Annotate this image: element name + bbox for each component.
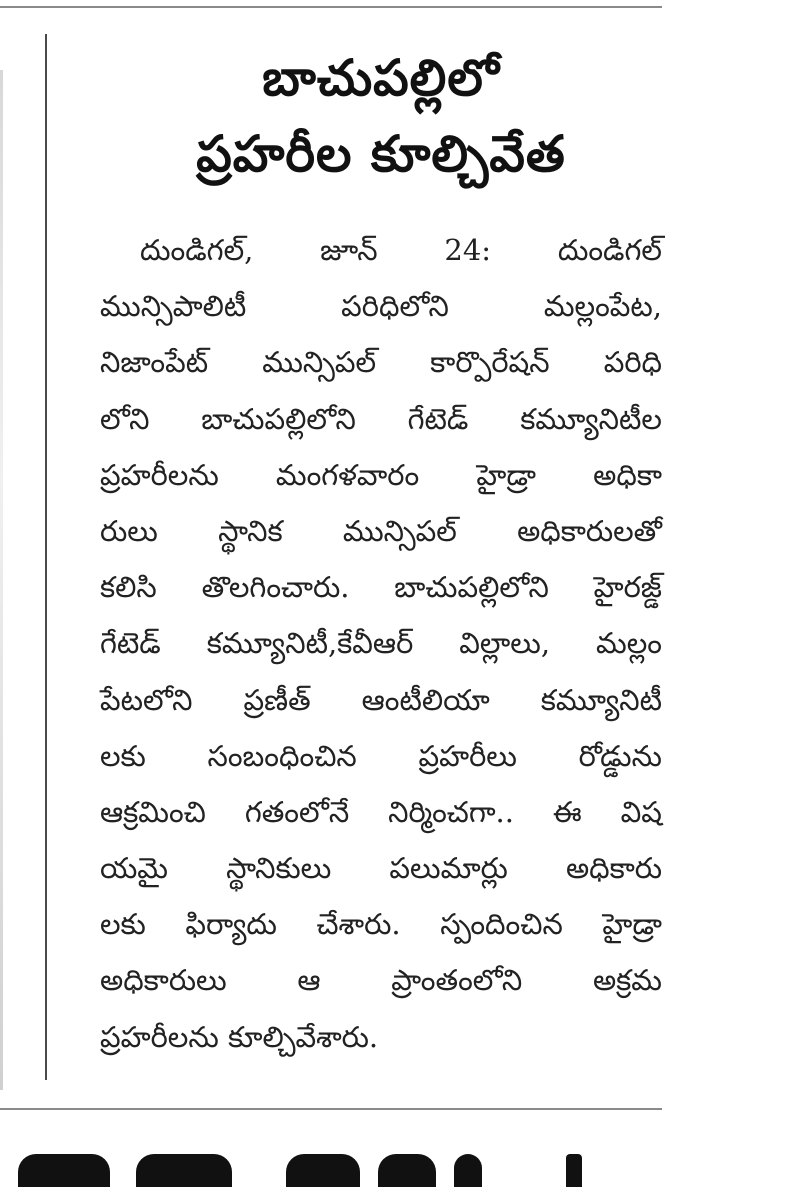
- body-word: నిజాంపేట్: [100, 345, 209, 380]
- body-word: చేశారు.: [316, 907, 401, 942]
- body-word: ప్రహరీలు: [418, 738, 517, 773]
- bottom-column-rule: [0, 1108, 662, 1110]
- body-word: అధికా: [593, 457, 662, 492]
- body-line: [100, 672, 662, 728]
- body-line: [100, 391, 662, 447]
- body-word: పేటలోని: [100, 682, 193, 717]
- body-word: మున్సిపాలిటీ: [100, 289, 247, 324]
- body-word: యమై: [100, 851, 168, 886]
- body-word: 24:: [444, 233, 492, 267]
- body-word: మున్సిపల్: [262, 345, 377, 380]
- body-word: అధికారులు: [100, 963, 227, 998]
- body-word: అధికారులతో: [517, 513, 662, 548]
- body-word: మల్లం: [596, 626, 662, 661]
- body-word: హైడ్రా: [602, 907, 662, 942]
- cropped-glyph: [18, 1154, 110, 1187]
- body-word: పరిధి: [603, 345, 662, 380]
- headline-line-2: ప్రహరీల కూల్చివేత: [196, 125, 566, 183]
- article-body: [100, 222, 662, 1065]
- body-word: కమ్యూనిటీల: [520, 401, 662, 436]
- body-word: బాచుపల్లిలోని: [201, 401, 356, 436]
- body-word: తొలగించారు.: [201, 570, 350, 605]
- body-word: అధికారు: [565, 851, 662, 886]
- column-divider: [45, 34, 47, 1080]
- body-line: [100, 728, 662, 784]
- body-word: నిర్మించగా..: [388, 794, 514, 829]
- body-line: [100, 278, 662, 334]
- body-word: రోడ్డును: [578, 738, 662, 773]
- body-word: మల్లంపేట,: [543, 289, 662, 324]
- body-word: ఫిర్యాదు: [185, 907, 277, 942]
- body-line: [100, 559, 662, 615]
- body-line: [100, 222, 662, 278]
- body-word: ఆక్రమించి: [100, 794, 206, 829]
- body-line-last: ప్రహరీలను కూల్చివేశారు.: [100, 1019, 379, 1054]
- cropped-glyph: [454, 1154, 482, 1187]
- next-article-headline-fragment: [18, 1148, 658, 1187]
- body-word: సంబంధించిన: [207, 738, 357, 773]
- body-word: ప్రణీత్: [243, 682, 311, 717]
- adjacent-column-edge: [0, 70, 3, 1090]
- body-word: దుండిగల్,: [140, 233, 254, 267]
- headline-line-1: బాచుపల్లిలో: [262, 49, 500, 107]
- body-word: పలుమార్లు: [389, 851, 508, 886]
- body-word: కమ్యూనిటీ,కేవీఆర్: [206, 626, 414, 661]
- body-line: [100, 447, 662, 503]
- body-line: [100, 952, 662, 1008]
- body-word: ఆంటీలియా: [361, 682, 490, 717]
- top-column-rule: [0, 6, 662, 8]
- body-word: కలిసి: [100, 570, 157, 605]
- body-line: [100, 503, 662, 559]
- body-word: కమ్యూనిటీ: [540, 682, 662, 717]
- body-word: మున్సిపల్: [342, 513, 457, 548]
- cropped-glyph: [566, 1154, 582, 1187]
- news-article: [100, 40, 662, 1065]
- body-word: పరిధిలోని: [341, 289, 449, 324]
- cropped-glyph: [136, 1154, 232, 1187]
- body-word: విల్లాలు,: [459, 626, 551, 661]
- body-word: గేటెడ్: [100, 626, 161, 661]
- body-word: రులు: [100, 513, 158, 548]
- body-word: లకు: [100, 907, 146, 942]
- headline: [100, 40, 662, 192]
- body-word: స్థానికులు: [226, 851, 332, 886]
- body-word: దుండిగల్: [557, 233, 662, 267]
- body-word: లకు: [100, 738, 146, 773]
- body-word: గేటెడ్: [407, 401, 469, 436]
- body-word: ఆ: [297, 963, 321, 998]
- body-word: స్థానిక: [218, 513, 283, 548]
- body-word: కార్పొరేషన్: [430, 345, 550, 380]
- body-word: గతంలోనే: [244, 794, 350, 829]
- body-word: ప్రాంతంలోని: [391, 963, 523, 998]
- body-word: విష: [620, 794, 662, 829]
- body-word: జూన్: [320, 233, 378, 267]
- body-word: ప్రహరీలను: [100, 457, 219, 492]
- body-line: [100, 615, 662, 671]
- body-line: [100, 896, 662, 952]
- body-line: [100, 784, 662, 840]
- body-word: స్పందించిన: [440, 907, 563, 942]
- body-word: మంగళవారం: [275, 457, 420, 492]
- body-word: లోని: [100, 401, 150, 436]
- body-word: ఈ: [552, 794, 582, 829]
- body-word: అక్రమ: [592, 963, 662, 998]
- cropped-glyph: [378, 1154, 436, 1187]
- body-word: హైరజ్డ్: [593, 570, 662, 605]
- body-word: బాచుపల్లిలోని: [394, 570, 549, 605]
- body-line: [100, 334, 662, 390]
- body-word: హైడ్రా: [476, 457, 536, 492]
- cropped-glyph: [286, 1154, 360, 1187]
- body-line: [100, 840, 662, 896]
